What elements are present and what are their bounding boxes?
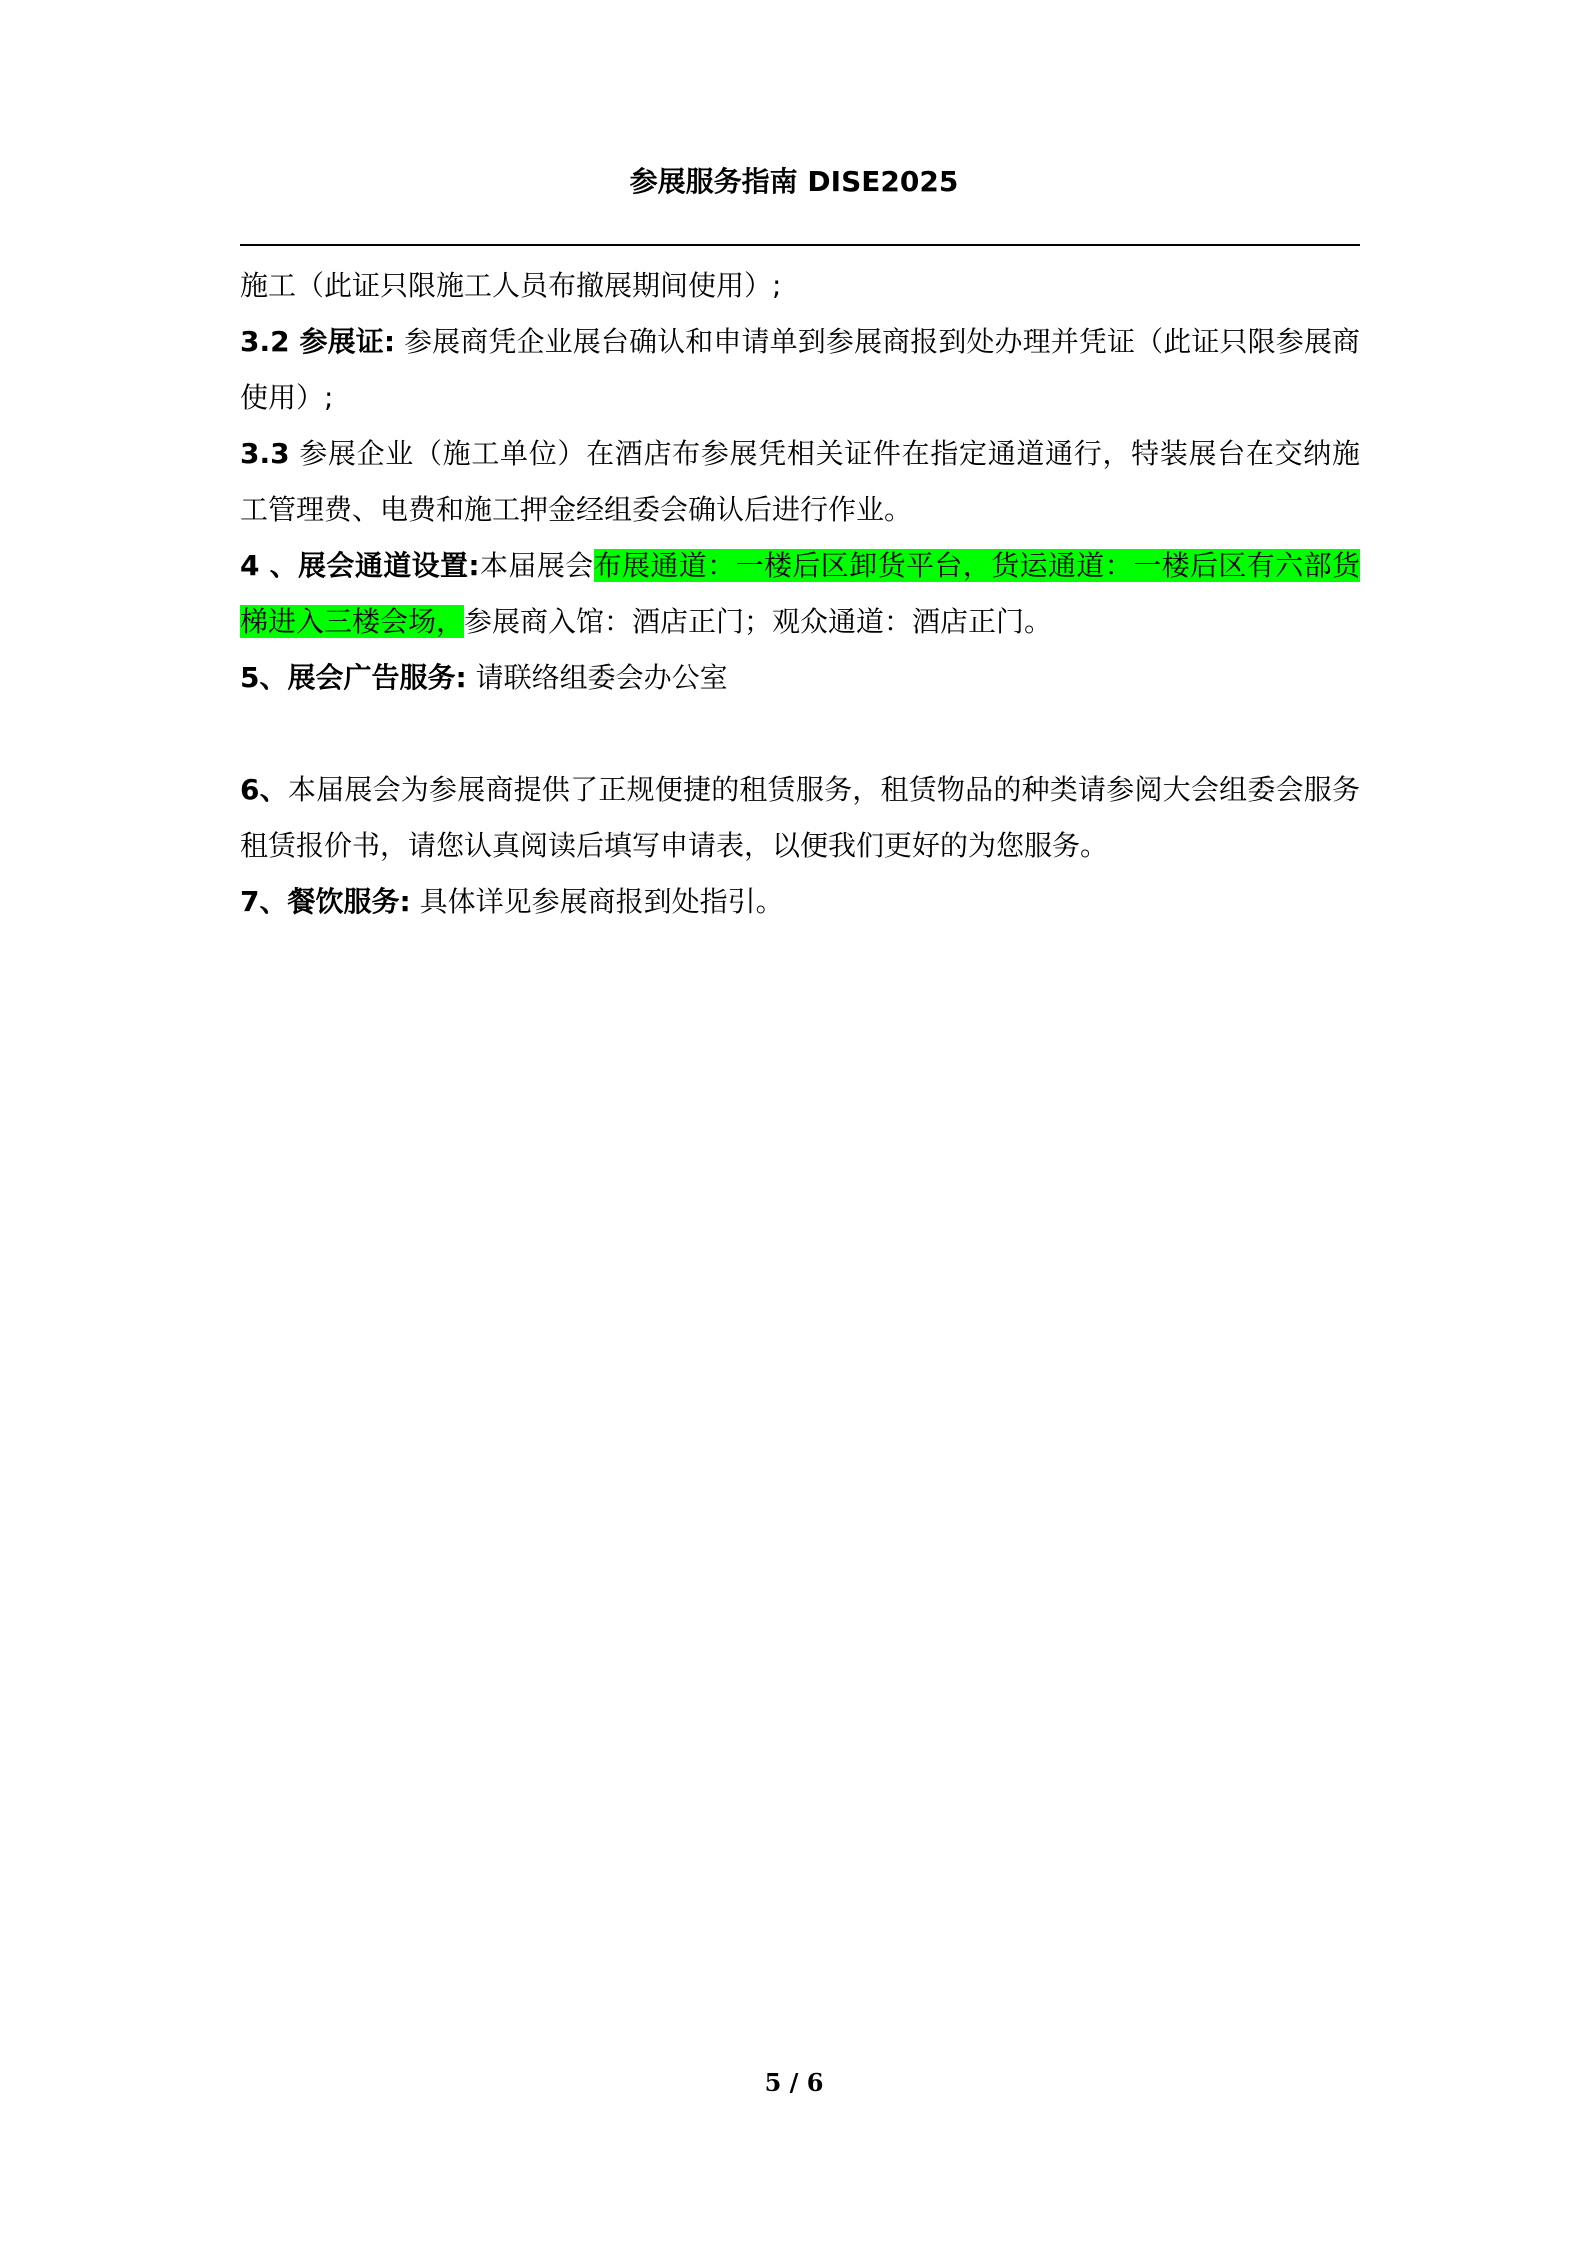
- header-divider: [240, 244, 1360, 246]
- paragraph-label: 7、餐饮服务:: [240, 885, 411, 918]
- paragraph-catering-service: [240, 874, 1360, 930]
- paragraph-construction-pass-note: [240, 258, 1360, 314]
- paragraph-passage-settings: [240, 538, 1360, 650]
- paragraph-text: 施工（此证只限施工人员布撤展期间使用）;: [240, 269, 782, 302]
- paragraph-text: 具体详见参展商报到处指引。: [419, 885, 784, 918]
- document-body: [240, 258, 1360, 930]
- paragraph-label: 6、: [240, 773, 288, 806]
- paragraph-label: 3.3: [240, 437, 290, 470]
- highlighted-text: 布展通道：一楼后区卸货平台，货运通道：一楼后区有六部货梯进入三楼会场，: [240, 549, 1360, 638]
- paragraph-text: 参展企业（施工单位）在酒店布参展凭相关证件在指定通道通行，特装展台在交纳施工管理费、电费和施工押金经组委会确认后进行作业。: [240, 437, 1360, 526]
- paragraph-text: 参展商凭企业展台确认和申请单到参展商报到处办理并凭证（此证只限参展商使用）;: [240, 325, 1360, 414]
- paragraph-label: 5、展会广告服务:: [240, 661, 467, 694]
- paragraph-construction-access: [240, 426, 1360, 538]
- paragraph-exhibitor-pass: [240, 314, 1360, 426]
- paragraph-label: 4 、展会通道设置:: [240, 549, 480, 582]
- page-header-title: 参展服务指南 DISE2025: [629, 165, 959, 198]
- paragraph-text-before: 本届展会: [479, 549, 594, 582]
- paragraph-text: 请联络组委会办公室: [475, 661, 728, 694]
- paragraph-rental-service: [240, 762, 1360, 874]
- paragraph-text: 本届展会为参展商提供了正规便捷的租赁服务，租赁物品的种类请参阅大会组委会服务租赁报价书，请您认真阅读后填写申请表，以便我们更好的为您服务。: [240, 773, 1360, 862]
- page-number: 5 / 6: [764, 2068, 824, 2097]
- paragraph-text-after: 参展商入馆：酒店正门；观众通道：酒店正门。: [464, 605, 1053, 638]
- blank-line: [240, 706, 1360, 762]
- paragraph-label: 3.2 参展证:: [240, 325, 396, 358]
- paragraph-advertising-service: [240, 650, 1360, 706]
